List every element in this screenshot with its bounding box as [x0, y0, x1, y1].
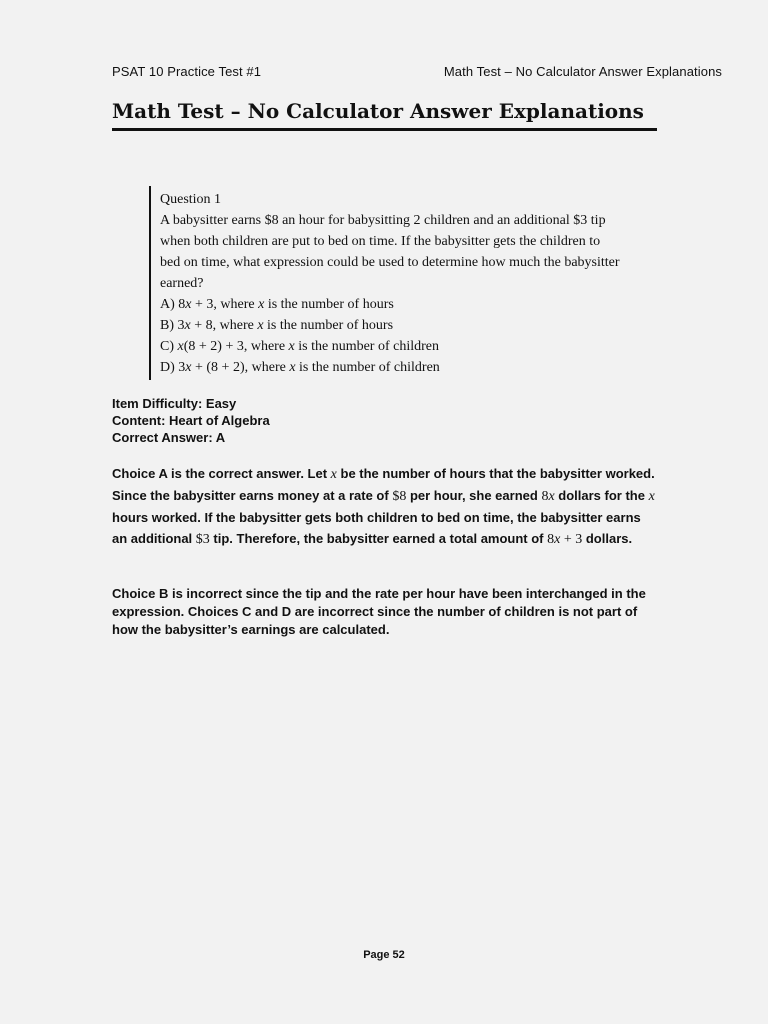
- question-box: [149, 186, 620, 380]
- item-difficulty: Item Difficulty: Easy: [112, 396, 237, 411]
- item-content: Content: Heart of Algebra: [112, 413, 270, 428]
- explanation-correct-choice: Choice A is the correct answer. Let x be the number of hours that the babysitter worked. Since the babysitter earns money at a rate of $8 per hour, she earned 8x dollars for the x hours worked. If the babysitter gets both children to bed on time, the babysitter earns an additional $3 tip. Therefore, the babysitter earned a total amount of 8x + 3 dollars.: [112, 466, 655, 547]
- page-title: Math Test – No Calculator Answer Explanations: [112, 97, 657, 131]
- page-number: Page 52: [363, 949, 405, 961]
- item-metadata: [112, 395, 270, 446]
- choice-b: B) 3x + 8, where x is the number of hours: [160, 318, 394, 333]
- header-test-name: PSAT 10 Practice Test #1: [112, 64, 262, 79]
- choice-a: A) 8x + 3, where x is the number of hours: [160, 297, 394, 312]
- explanation-incorrect-choices: Choice B is incorrect since the tip and the rate per hour have been interchanged in the expression. Choices C and D are incorrect since the number of children is not part of how the babysitter’s earnings are calculated.: [112, 586, 646, 637]
- question-label: Question 1: [160, 192, 222, 207]
- item-correct-answer: Correct Answer: A: [112, 430, 226, 445]
- choice-c: C) x(8 + 2) + 3, where x is the number of children: [160, 339, 440, 354]
- choice-d: D) 3x + (8 + 2), where x is the number of children: [160, 360, 440, 375]
- header-section-name: Math Test – No Calculator Answer Explanations: [443, 64, 722, 79]
- question-stem: A babysitter earns $8 an hour for babysitting 2 children and an additional $3 tip when both children are put to bed on time. If the babysitter gets the children to bed on time, what expression could be used to determine how much the babysitter earned?: [160, 213, 620, 291]
